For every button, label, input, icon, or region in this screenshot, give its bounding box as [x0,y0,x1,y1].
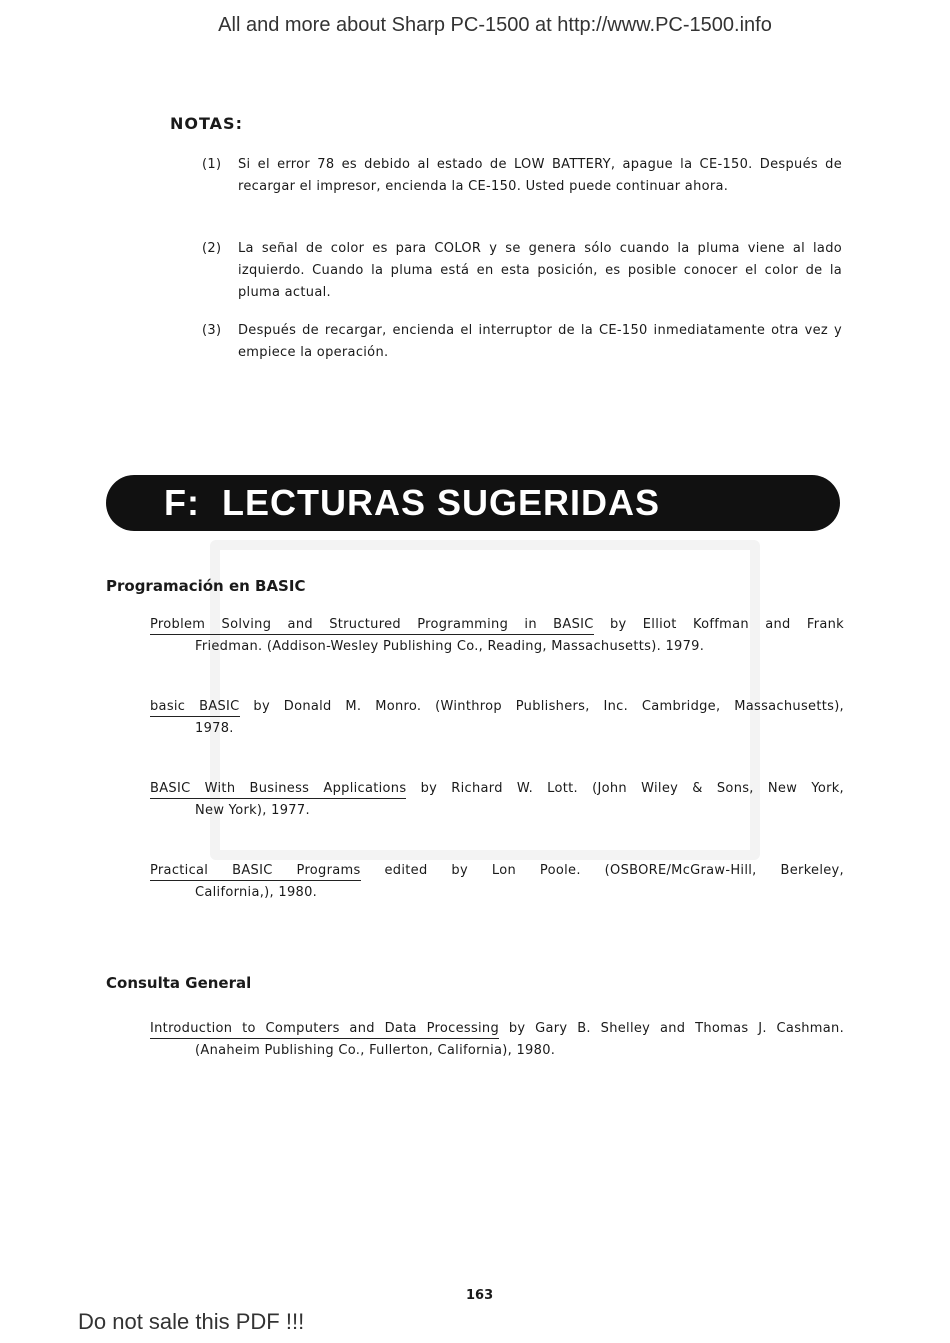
reference-continuation: Friedman. (Addison-Wesley Publishing Co., Reading, Massachusetts). 1979. [195,639,705,654]
site-header: All and more about Sharp PC-1500 at http://www.PC-1500.info [218,14,772,36]
reference-details: by Gary B. Shelley and Thomas J. Cashman. [499,1021,845,1036]
note-number: (3) [202,323,222,338]
reference-details: by Donald M. Monro. (Winthrop Publishers, Inc. Cambridge, Massachusetts), [239,699,844,714]
reference-item [150,614,844,658]
reference-details: by Elliot Koffman and Frank [593,617,844,632]
reference-details: edited by Lon Poole. (OSBORE/McGraw-Hill, Berkeley, [360,863,844,878]
note-item [202,238,842,304]
section-title: Consulta General [106,974,252,992]
banner-title: LECTURAS SUGERIDAS [222,482,661,523]
note-number: (2) [202,241,222,256]
footer-notice: Do not sale this PDF !!! [78,1309,305,1334]
reference-continuation: New York), 1977. [195,803,310,818]
note-number: (1) [202,157,222,172]
reference-item [150,778,844,822]
banner-letter: F: [164,482,200,523]
note-text: Después de recargar, encienda el interruptor de la CE-150 inmediatamente otra vez y empiece la operación. [238,323,842,360]
book-title: basic BASIC [150,699,240,717]
book-title: Problem Solving and Structured Programming in BASIC [150,617,594,635]
book-title: BASIC With Business Applications [150,781,406,799]
reference-details: by Richard W. Lott. (John Wiley & Sons, New York, [406,781,844,796]
book-title: Introduction to Computers and Data Processing [150,1021,499,1039]
note-item [202,154,842,198]
section-banner [106,475,840,531]
reference-continuation: (Anaheim Publishing Co., Fullerton, California), 1980. [195,1043,556,1058]
note-text: La señal de color es para COLOR y se genera sólo cuando la pluma viene al lado izquierdo. Cuando la pluma está en esta posición, es posible conocer el color de la pluma actual. [238,241,842,300]
reference-item [150,1018,844,1062]
section-title: Programación en BASIC [106,577,306,595]
reference-item [150,696,844,740]
page-number: 163 [466,1288,494,1303]
note-item [202,320,842,364]
book-title: Practical BASIC Programs [150,863,361,881]
notas-title: NOTAS: [170,114,243,133]
note-text: Si el error 78 es debido al estado de LOW BATTERY, apague la CE-150. Después de recargar el impresor, encienda la CE-150. Usted puede continuar ahora. [238,157,842,194]
reference-continuation: 1978. [195,721,234,736]
reference-item [150,860,844,904]
reference-continuation: California,), 1980. [195,885,318,900]
